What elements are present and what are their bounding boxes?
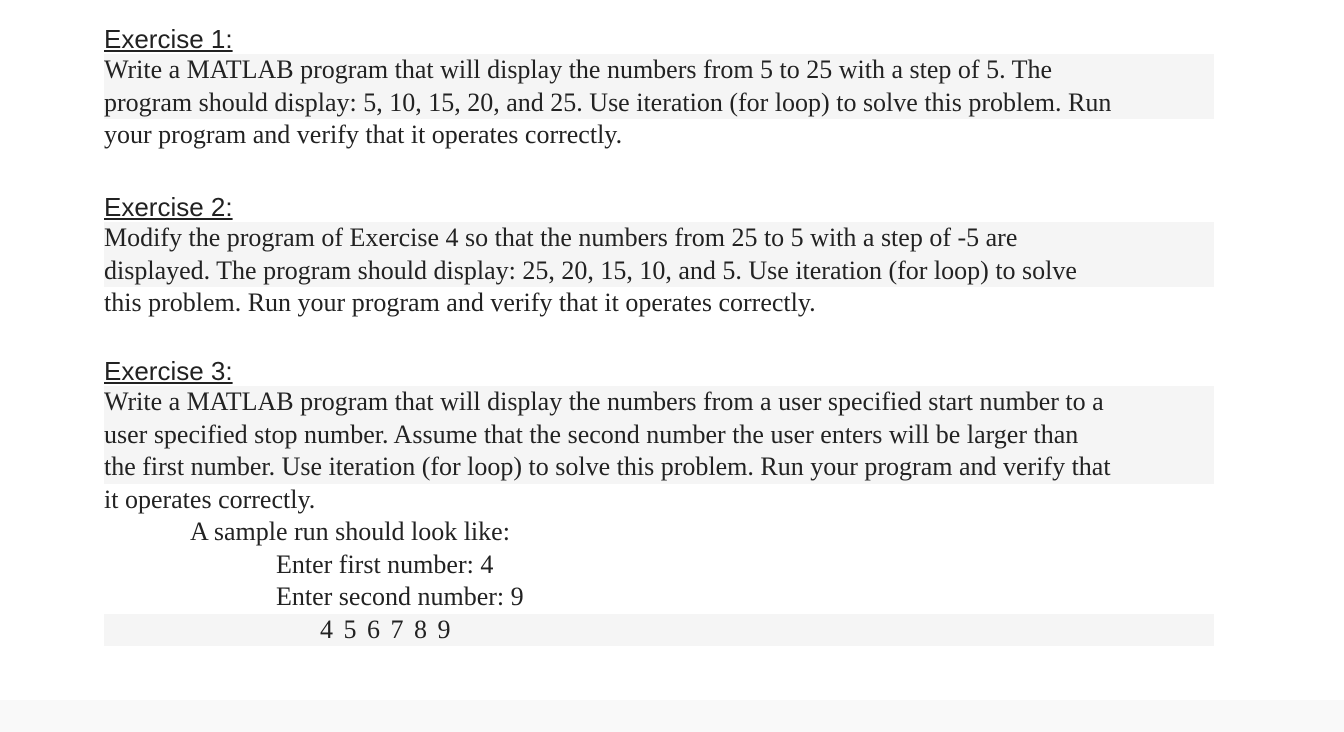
- exercise-1-line-1: Write a MATLAB program that will display the numbers from 5 to 25 with a step of 5. The: [104, 54, 1214, 87]
- exercise-1: [104, 24, 1214, 152]
- sample-run-prompt-second: Enter second number: 9: [276, 582, 524, 611]
- exercise-2-heading: Exercise 2:: [104, 192, 233, 222]
- exercise-3-line-1: Write a MATLAB program that will display the numbers from a user specified start number to a: [104, 386, 1214, 419]
- exercise-3-line-3: the first number. Use iteration (for loop) to solve this problem. Run your program and verify that: [104, 451, 1214, 484]
- exercise-1-line-3: your program and verify that it operates correctly.: [104, 120, 623, 149]
- exercise-2: [104, 192, 1214, 320]
- sample-run-output: 4 5 6 7 8 9: [104, 614, 1214, 647]
- exercise-3-heading: Exercise 3:: [104, 356, 233, 386]
- exercise-1-line-2: program should display: 5, 10, 15, 20, and 25. Use iteration (for loop) to solve this problem. Run: [104, 87, 1214, 120]
- exercise-2-line-3: this problem. Run your program and verify that it operates correctly.: [104, 288, 816, 317]
- exercise-2-line-1: Modify the program of Exercise 4 so that the numbers from 25 to 5 with a step of -5 are: [104, 222, 1214, 255]
- exercise-3-line-4: it operates correctly.: [104, 484, 316, 514]
- sample-run-prompt-first: Enter first number: 4: [276, 549, 494, 579]
- page-bottom-band: [0, 700, 1344, 732]
- exercise-1-heading: Exercise 1:: [104, 24, 233, 54]
- exercise-2-line-2: displayed. The program should display: 25, 20, 15, 10, and 5. Use iteration (for loop) to solve: [104, 255, 1214, 288]
- exercise-3-line-2: user specified stop number. Assume that the second number the user enters will be larger than: [104, 419, 1214, 452]
- exercise-3: [104, 356, 1214, 646]
- sample-run-intro: A sample run should look like:: [190, 517, 510, 546]
